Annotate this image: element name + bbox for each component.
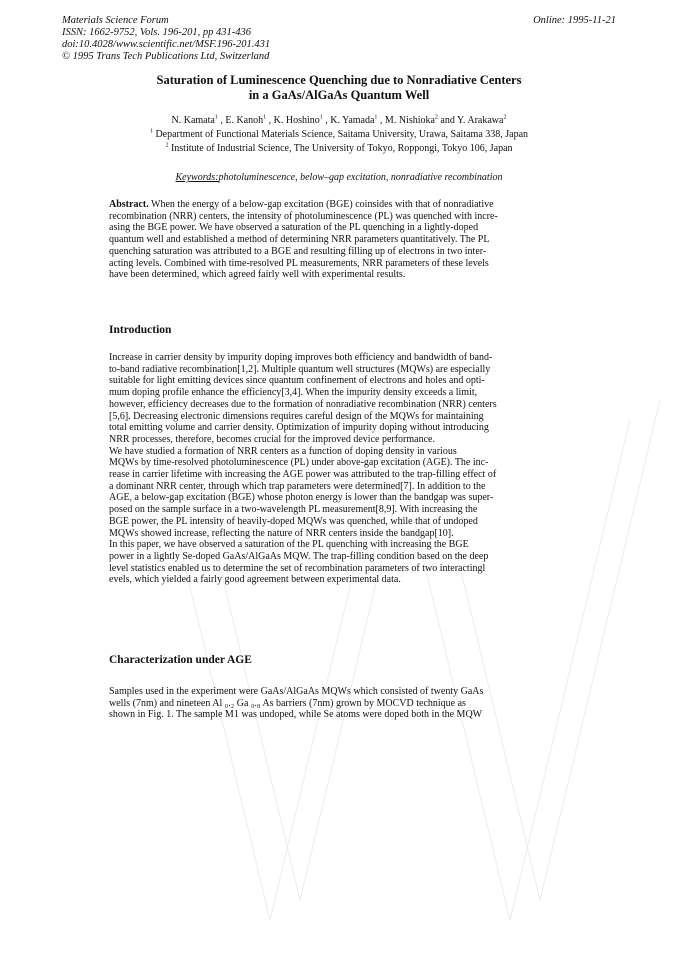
author-nishioka: , M. Nishioka xyxy=(379,115,435,126)
affiliation-1: $^1$ Department of Functional Materials Science, Saitama University, Urawa, Saitama 338, Japan xyxy=(149,128,529,140)
author-arakawa: and Y. Arakawa xyxy=(440,115,504,126)
author-hoshino: , K. Hoshino xyxy=(268,115,320,126)
journal-meta xyxy=(62,15,270,63)
paper-title xyxy=(0,73,678,103)
author-yamada: , K. Yamada xyxy=(325,115,375,126)
author-kanoh: , E. Kanoh xyxy=(220,115,264,126)
author-list: N. Kamata$^1$ , E. Kanoh$^1$ , K. Hoshino$^1$ , K. Yamada$^1$ , M. Nishioka$^2$ and Y. Arakawa$^2$ xyxy=(171,114,507,126)
abstract-label: Abstract. xyxy=(109,199,149,210)
online-date: Online: 1995-11-21 xyxy=(533,15,616,26)
introduction-heading: Introduction xyxy=(109,324,172,336)
characterization-heading: Characterization under AGE xyxy=(109,654,252,666)
affiliation-2: $^2$ Institute of Industrial Science, The University of Tokyo, Roppongi, Tokyo 106, Japan xyxy=(165,142,513,154)
keywords-text: photoluminescence, below–gap excitation, nonradiative recombination xyxy=(218,172,503,183)
title-line-2: in a GaAs/AlGaAs Quantum Well xyxy=(248,88,430,102)
keywords xyxy=(0,172,678,183)
journal-name: Materials Science Forum xyxy=(62,15,169,26)
introduction-body: Increase in carrier density by impurity doping improves both efficiency and bandwidth of band- to-band radiative recombination[1,2]. Multiple quantum well structures (MQWs) are especially suitable for light emitting devices since quantum confinement of electrons and holes and opti- mum doping profile enhance the efficiency[3,4]. When the impurity density exceeds a limit, however, efficiency decreases due to the formation of nonradiative recombination (NRR) centers [5,6]. Decreasing electronic dimensions requires careful design of the MQWs for maintaining total emitting volume and carrier density. Optimization of impurity doping without introducing NRR processes, therefore, becomes crucial for the improved device performance. We have studied a formation of NRR centers as a function of doping density in various MQWs by time-resolved photoluminescence (PL) under above-gap excitation (AGE). The inc- rease in carrier lifetime with increasing the AGE power was attributed to the trap-filling effect of a dominant NRR center, through which trap parameters were determined[7]. In addition to the AGE, a below-gap excitation (BGE) whose photon energy is lower than the bandgap was super- posed on the sample surface in a two-wavelength PL measurement[8,9]. With increasing the BGE power, the PL intensity of heavily-doped MQWs was quenched, while that of undoped MQWs showed increase, reflecting the nature of NRR centers inside the bandgap[10]. In this paper, we have observed a saturation of the PL quenching with increasing the BGE power in a lightly Se-doped GaAs/AlGaAs MQW. The trap-filling condition based on the deep level statistics enabled us to determine the set of recombination parameters of two interactingl evels, which yielded a fairly good agreement between experimental data. xyxy=(109,352,497,586)
copyright-line: © 1995 Trans Tech Publications Ltd, Switzerland xyxy=(62,51,270,62)
title-line-1: Saturation of Luminescence Quenching due to Nonradiative Centers xyxy=(156,73,522,87)
keywords-label: Keywords: xyxy=(175,172,219,183)
issn-line: ISSN: 1662-9752, Vols. 196-201, pp 431-436 xyxy=(62,27,251,38)
doi-link[interactable]: doi:10.4028/www.scientific.net/MSF.196-201.431 xyxy=(62,39,271,50)
characterization-body: Samples used in the experiment were GaAs/AlGaAs MQWs which consisted of twenty GaAs wells (7nm) and nineteen Al ₀.₂ Ga ₀.₈ As barriers (7nm) grown by MOCVD technique as shown in Fig. 1. The sample M1 was undoped, while Se atoms were doped both in the MQW xyxy=(109,686,484,721)
abstract: Abstract. When the energy of a below-gap excitation (BGE) coinsides with that of nonradiative recombination (NRR) centers, the intensity of photoluminescence (PL) was quenched with incre- asing the BGE power. We have observed a saturation of the PL quenching in a lightly-doped quantum well and established a method of determining NRR parameters quantitatively. The PL quenching saturation was attributed to a BGE and resulting filling up of electrons in two inter- acting levels. Combined with time-resolved PL measurements, NRR parameters of these levels have been determined, which agreed fairly well with experimental results. xyxy=(109,199,498,281)
author-kamata: N. Kamata xyxy=(171,115,215,126)
